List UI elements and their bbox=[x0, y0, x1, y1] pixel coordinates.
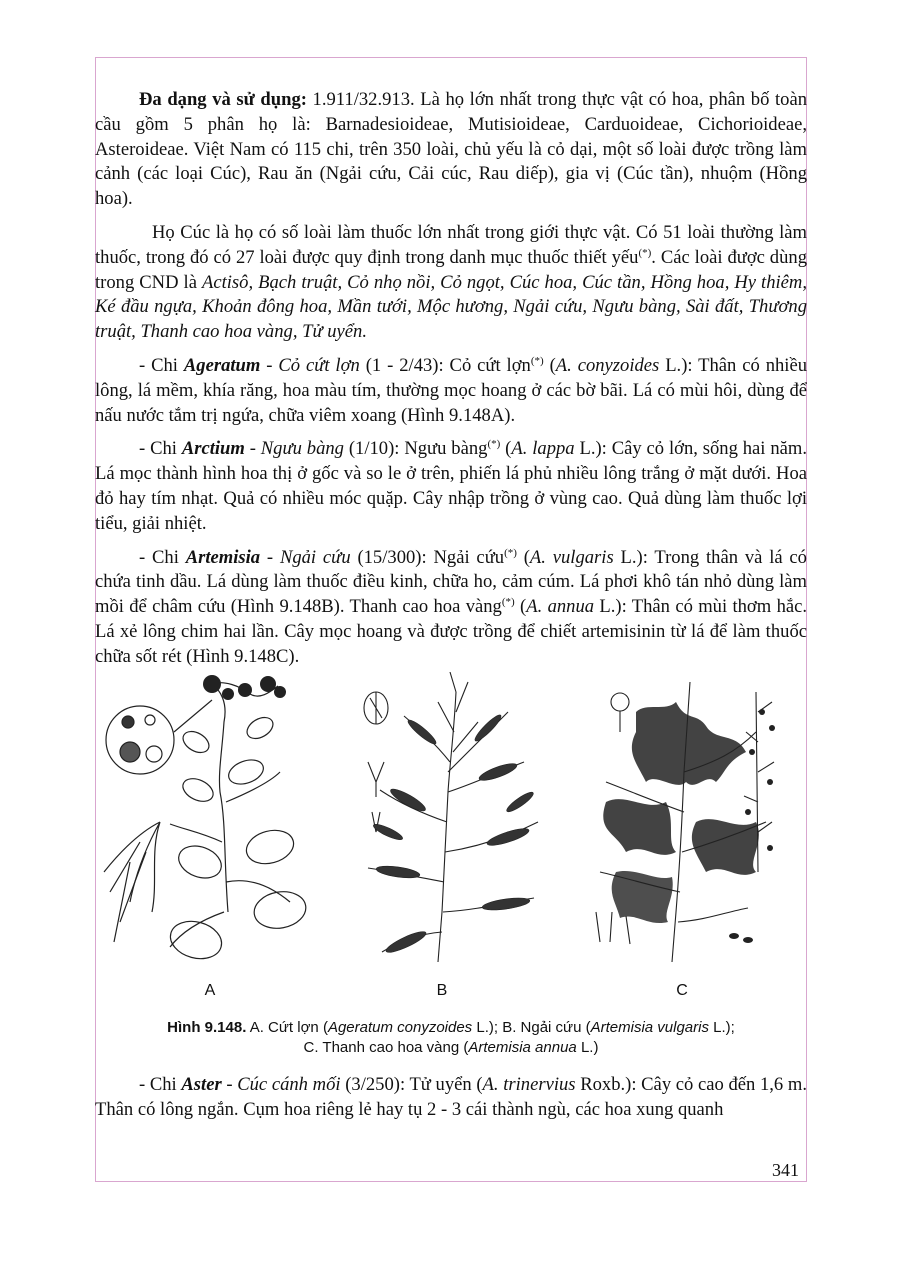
paragraph-ageratum: - Chi Ageratum - Cỏ cứt lợn (1 - 2/43): Cỏ cứt lợn(*) (A. conyzoides L.): Thân có nhiều lông, lá mềm, khía răng, hoa màu tím, thường mọc hoang ở các bờ bãi. Lá có mùi hôi, dùng để nấu nước tắm trị ngứa, chữa viêm xoang (Hình 9.148A). bbox=[95, 354, 808, 426]
figure-label-a: A bbox=[204, 982, 216, 999]
figure-9-148 bbox=[100, 672, 802, 992]
artemisia-annua-illustration bbox=[576, 672, 802, 972]
paragraph-diversity: Đa dạng và sử dụng: 1.911/32.913. Là họ lớn nhất trong thực vật có hoa, phân bố toàn cầu gồm 5 phân họ là: Barnadesioideae, Mutisioideae, Carduoideae, Cichorioideae, Asteroideae. Việt Nam có 115 chi, trên 350 loài, chủ yếu là cỏ dại, một số loài được trồng làm cảnh (các loại Cúc), Rau ăn (Ngải cứu, Cải cúc, Rau diếp), gia vị (Cúc tần), nhuộm (Hồng hoa). bbox=[95, 89, 807, 210]
paragraph-medicinal: Họ Cúc là họ có số loài làm thuốc lớn nhất trong giới thực vật. Có 51 loài thường làm thuốc, trong đó có 27 loài được quy định trong danh mục thuốc thiết yếu(*). Các loài được dùng trong CND là Actisô, Bạch truật, Cỏ nhọ nồi, Cỏ ngọt, Cúc hoa, Cúc tần, Hồng hoa, Hy thiêm, Ké đầu ngựa, Khoản đông hoa, Mần tưới, Mộc hương, Ngải cứu, Ngưu bàng, Sài đất, Thương truật, Thanh cao hoa vàng, Tử uyển. bbox=[95, 221, 807, 343]
footnote-mark: (*) bbox=[638, 246, 652, 259]
genus-name: Aster bbox=[181, 1074, 222, 1095]
caption-line-2: C. Thanh cao hoa vàng (Artemisia annua L.) bbox=[303, 1039, 599, 1056]
page-number: 341 bbox=[772, 1160, 799, 1180]
figure-label-c: C bbox=[676, 982, 688, 999]
paragraph-arctium: - Chi Arctium - Ngưu bàng (1/10): Ngưu bàng(*) (A. lappa L.): Cây cỏ lớn, sống hai năm. Lá mọc thành hình hoa thị ở gốc và so le ở trên, phiến lá phủ nhiều lông trắng ở mặt dưới. Hoa đỏ hay tím nhạt. Quả có nhiều móc quặp. Cây nhập trồng ở vùng cao. Quả dùng làm thuốc lợi tiểu, giải nhiệt. bbox=[95, 438, 808, 534]
figure-label-b: B bbox=[436, 982, 448, 999]
section-heading: Đa dạng và sử dụng: bbox=[139, 89, 307, 110]
genus-name: Artemisia bbox=[185, 546, 261, 568]
paragraph-aster: - Chi Aster - Cúc cánh mối (3/250): Tử uyển (A. trinervius Roxb.): Cây cỏ cao đến 1,6 m. Thân có lông ngắn. Cụm hoa riêng lẻ hay tụ 2 - 3 cái thành ngù, các hoa xung quanh bbox=[95, 1074, 807, 1120]
ageratum-illustration bbox=[100, 672, 320, 972]
artemisia-vulgaris-illustration bbox=[338, 672, 558, 972]
body-text bbox=[95, 88, 807, 679]
figure-caption bbox=[95, 1018, 807, 1058]
body-text-continued bbox=[95, 1073, 807, 1123]
genus-name: Ageratum bbox=[183, 354, 261, 376]
caption-line-1: Hình 9.148. A. Cứt lợn (Ageratum conyzoides L.); B. Ngải cứu (Artemisia vulgaris L.); bbox=[167, 1019, 735, 1036]
paragraph-artemisia: - Chi Artemisia - Ngải cứu (15/300): Ngải cứu(*) (A. vulgaris L.): Trong thân và lá có chứa tinh dầu. Lá dùng làm thuốc điều kinh, chữa ho, cảm cúm. Lá phơi khô tán nhỏ dùng làm mồi để châm cứu (Hình 9.148B). Thanh cao hoa vàng(*) (A. annua L.): Thân có mùi thơm hắc. Lá xẻ lông chim hai lần. Cây mọc hoang và được trồng để chiết artemisinin từ lá để làm thuốc chữa sốt rét (Hình 9.148C). bbox=[95, 546, 808, 667]
genus-name: Arctium bbox=[181, 438, 245, 460]
species-list: Actisô, Bạch truật, Cỏ nhọ nồi, Cỏ ngọt, Cúc hoa, Cúc tần, Hồng hoa, Hy thiêm, Ké đầu ngựa, Khoản đông hoa, Mần tưới, Mộc hương, Ngải cứu, Ngưu bàng, Sài đất, Thương truật, Thanh cao hoa vàng, Tử uyển. bbox=[95, 271, 807, 343]
